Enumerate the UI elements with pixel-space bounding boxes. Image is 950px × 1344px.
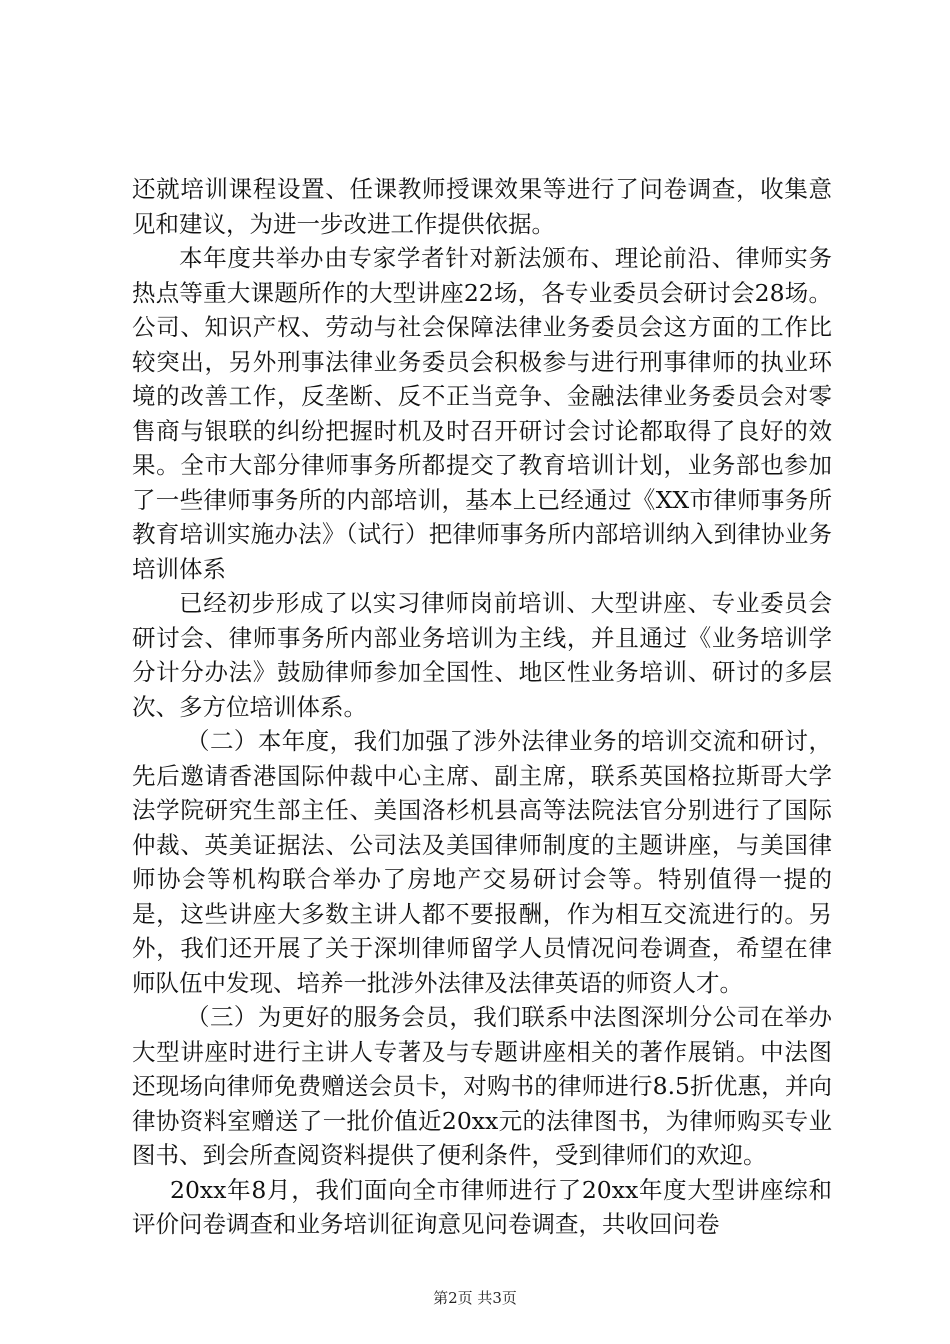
paragraph-5: （三）为更好的服务会员，我们联系中法图深圳分公司在举办大型讲座时进行主讲人专著及与专题讲座相关的著作展销。中法图还现场向律师免费赠送会员卡，对购书的律师进行8.5折优惠，并向律协资料室赠送了一批价值近20xx元的法律图书，为律师购买专业图书、到会所查阅资料提供了便利条件，受到律师们的欢迎。	[132, 1003, 832, 1169]
paragraph-2: 本年度共举办由专家学者针对新法颁布、理论前沿、律师实务热点等重大课题所作的大型讲座22场，各专业委员会研讨会28场。公司、知识产权、劳动与社会保障法律业务委员会这方面的工作比较突出，另外刑事法律业务委员会积极参与进行刑事律师的执业环境的改善工作，反垄断、反不正当竞争、金融法律业务委员会对零售商与银联的纠纷把握时机及时召开研讨会讨论都取得了良好的效果。全市大部分律师事务所都提交了教育培训计划，业务部也参加了一些律师事务所的内部培训，基本上已经通过《XX市律师事务所教育培训实施办法》（试行）把律师事务所内部培训纳入到律协业务培训体系	[132, 244, 832, 583]
paragraph-3: 已经初步形成了以实习律师岗前培训、大型讲座、专业委员会研讨会、律师事务所内部业务培训为主线，并且通过《业务培训学分计分办法》鼓励律师参加全国性、地区性业务培训、研讨的多层次、多方位培训体系。	[132, 589, 832, 721]
paragraph-6: 20xx年8月，我们面向全市律师进行了20xx年度大型讲座综和评价问卷调查和业务培训征询意见问卷调查，共收回问卷	[132, 1175, 832, 1238]
page-number-footer: 第2页 共3页	[433, 1289, 517, 1307]
paragraph-1: 还就培训课程设置、任课教师授课效果等进行了问卷调查，收集意见和建议，为进一步改进工作提供依据。	[132, 175, 832, 238]
document-body	[132, 172, 832, 1242]
paragraph-4: （二）本年度，我们加强了涉外法律业务的培训交流和研讨，先后邀请香港国际仲裁中心主席、副主席，联系英国格拉斯哥大学法学院研究生部主任、美国洛杉机县高等法院法官分别进行了国际仲裁、英美证据法、公司法及美国律师制度的主题讲座，与美国律师协会等机构联合举办了房地产交易研讨会等。特别值得一提的是，这些讲座大多数主讲人都不要报酬，作为相互交流进行的。另外，我们还开展了关于深圳律师留学人员情况问卷调查，希望在律师队伍中发现、培养一批涉外法律及法律英语的师资人才。	[132, 727, 832, 997]
